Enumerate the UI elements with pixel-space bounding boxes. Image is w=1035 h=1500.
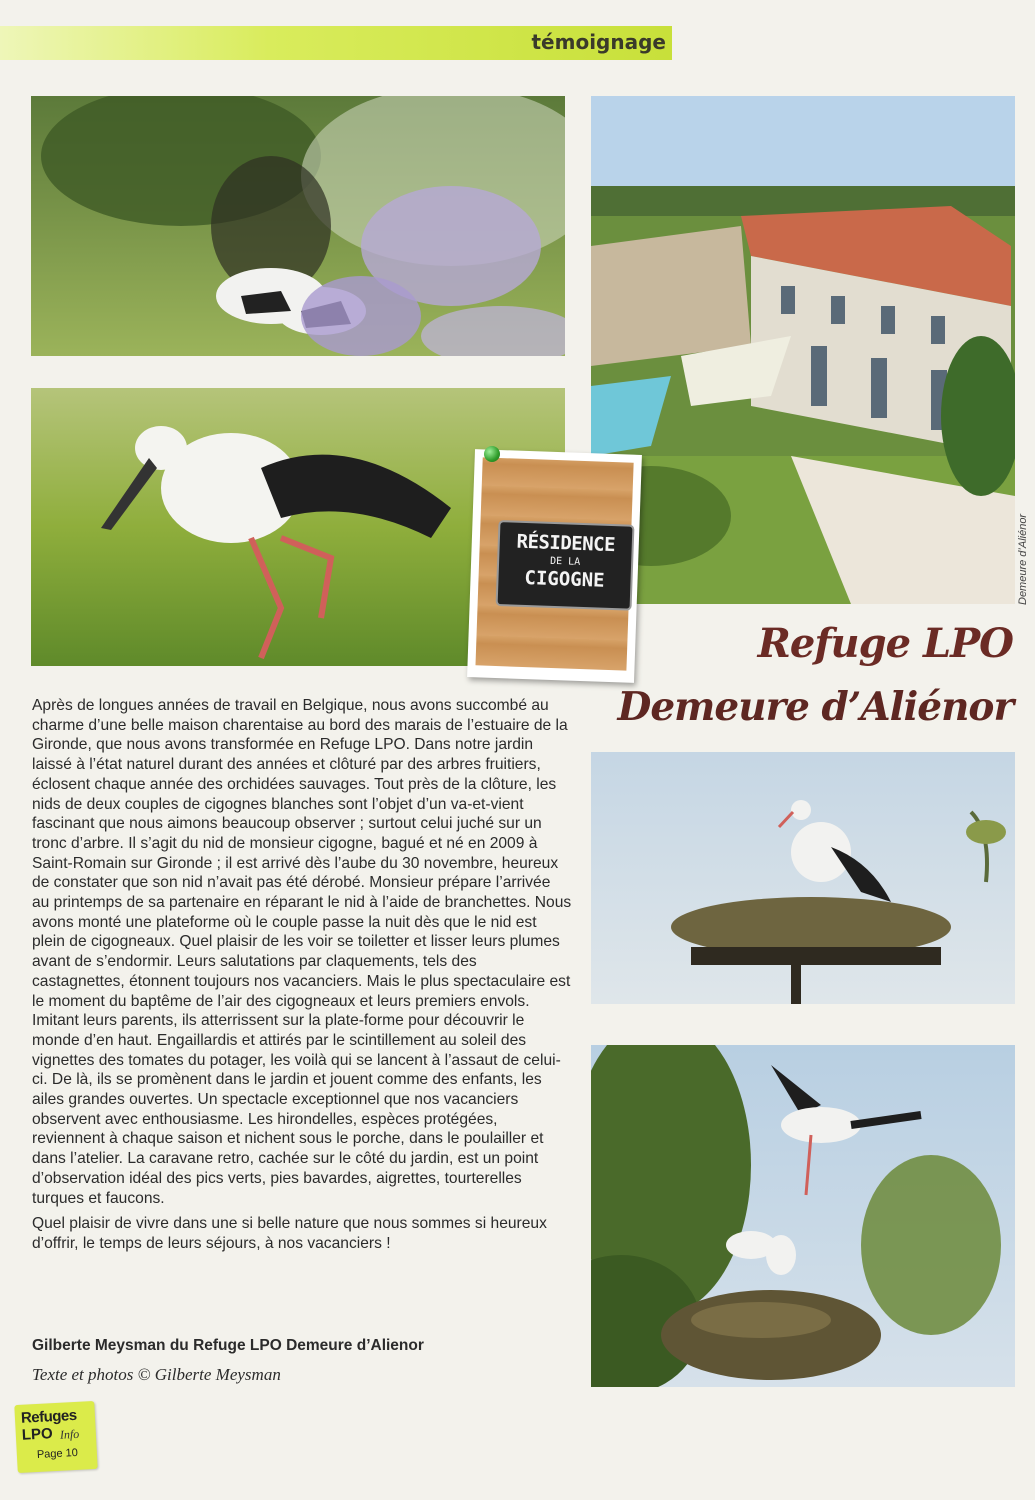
article-title-line-2: Demeure d’Aliénor <box>617 684 1013 730</box>
badge-line-1: Refuges <box>20 1406 78 1427</box>
page-number: Page 10 <box>36 1446 79 1462</box>
section-tag-bar <box>0 26 672 60</box>
photo-credit-house: Demeure d’Aliénor <box>1017 513 1029 605</box>
article-title-line-1: Refuge LPO <box>757 620 1013 667</box>
photo-storks-flying <box>591 1045 1015 1387</box>
sign-photo-card <box>467 449 642 683</box>
photo-house-aerial <box>591 96 1015 604</box>
section-tag: témoignage <box>531 30 666 54</box>
badge-line-2: LPO <box>21 1425 54 1444</box>
article-paragraph-1: Après de longues années de travail en Belgique, nous avons succombé au charme d’une belle maison charentaise au bord des marais de l’estuaire de la Gironde, que nous avons transformée en Refuge LPO. Dans notre jardin laissé à l’état naturel durant des années et clôturé par des arbres fruitiers, éclosent chaque année des orchidées sauvages. Tout près de la clôture, les nids de deux couples de cigognes blanches sont l’objet d’un va-et-vient fascinant que nous aimons beaucoup observer ; surtout celui juché sur un tronc d’arbre. Il s’agit du nid de monsieur cigogne, bagué et né en 2009 à Saint-Romain sur Gironde ; il est arrivé dès l’aube du 30 novembre, heureux de constater que son nid n’avait pas été dérobé. Monsieur prépare l’arrivée au printemps de sa partenaire en réparant le nid à l’aide de branchettes. Nous avons monté une plateforme où le couple passe la nuit dès que le nid est plein de cigogneaux. Quel plaisir de les voir se toiletter et lisser leurs plumes avant de s’endormir. Leurs salutations par claquements, tels des castagnettes, étonnent toujours nos vacanciers. Mais le plus spectaculaire est le moment du baptême de l’air des cigogneaux et leurs premiers envols. Imitant leurs parents, ils atterrissent sur la plate-forme pour découvrir le monde d’en haut. Engaillardis et attirés par le scintillement au soleil des vignettes des tomates du potager, les voilà qui se lancent à l’assaut de celui-ci. De là, ils se promènent dans le jardin et jouent comme des enfants, les ailes grandes ouvertes. Un spectacle exceptionnel que nos vacanciers observent avec enthousiasme. Les hirondelles, espèces protégées, reviennent à chaque saison et nichent sous le porche, dans le poulailler et dans l’atelier. La caravane retro, cachée sur le côté du jardin, est un point d’observation idéal des pics verts, pies bavardes, aigrettes, tourterelles turques et faucons. <box>32 697 572 1207</box>
refuges-lpo-info-badge <box>14 1401 97 1473</box>
pushpin-icon <box>484 446 500 462</box>
photo-storks-lavender <box>31 96 565 356</box>
author-signature: Gilberte Meysman du Refuge LPO Demeure d’Alienor <box>32 1337 424 1354</box>
photo-stork-on-nest <box>591 752 1015 1004</box>
sign-line-2: DE LA <box>549 555 581 568</box>
residence-sign <box>496 520 635 611</box>
text-photos-credit: Texte et photos © Gilberte Meysman <box>32 1365 281 1384</box>
badge-info: Info <box>59 1426 80 1442</box>
article-paragraph-2: Quel plaisir de vivre dans une si belle nature que nous sommes si heureux d’offrir, le temps de leurs séjours, à nos vacanciers ! <box>32 1215 547 1252</box>
sign-line-3: CIGOGNE <box>524 566 605 592</box>
sign-line-1: RÉSIDENCE <box>516 530 616 557</box>
article-body <box>32 696 572 1260</box>
